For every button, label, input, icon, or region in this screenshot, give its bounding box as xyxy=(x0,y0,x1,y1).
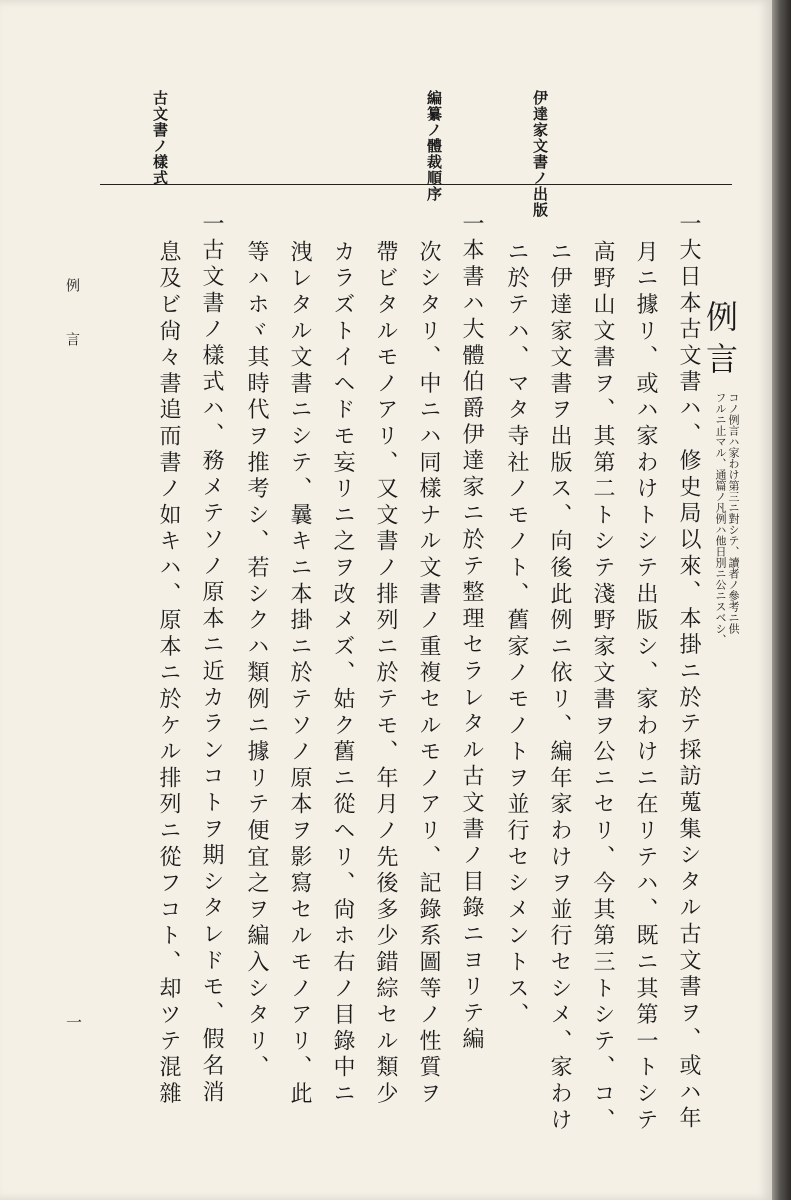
text-line-4: ニ伊達家文書ヲ出版ス、向後此例ニ依リ、編年家わけヲ並行セシメ、家わけ xyxy=(547,240,572,1135)
text-line-11: 等ハホヾ其時代ヲ推考シ、若シクハ類例ニ據リテ便宜之ヲ編入シタリ、 xyxy=(244,240,269,1082)
text-line-12: 一古文書ノ樣式ハ、務メテソノ原本ニ近カランコトヲ期シタレドモ、假名消 xyxy=(199,212,224,1107)
text-line-8: 帶ビタルモノアリ、又文書ノ排列ニ於テモ、年月ノ先後多少錯綜セル類少 xyxy=(373,240,398,1108)
text-line-9: カラズトイヘドモ妄リニ之ヲ改メズ、姑ク舊ニ從ヘリ、尙ホ右ノ目錄中ニ xyxy=(330,240,355,1108)
text-line-1: 一大日本古文書ハ、修史局以來、本掛ニ於テ採訪蒐集シタル古文書ヲ、或ハ年 xyxy=(676,212,701,1133)
text-line-13: 息及ビ尙々書追而書ノ如キハ、原本ニ於ケル排列ニ從フコト、却ツテ混雜 xyxy=(156,240,181,1108)
text-line-5: ニ於テハ、マタ寺社ノモノト、舊家ノモノトヲ並行セシメントス、 xyxy=(504,240,529,1029)
subnote-line-1: コノ例言ハ家わけ第三ニ對シテ、讀者ノ參考ニ供 xyxy=(727,392,740,634)
headnote-document-style: 古文書ノ樣式 xyxy=(151,90,169,186)
header-rule xyxy=(100,184,732,185)
subnote-line-2: フルニ止マル、通篇ノ凡例ハ他日別ニ公ニスベシ、 xyxy=(714,392,727,645)
running-head: 例言 xyxy=(64,278,80,386)
text-line-3: 高野山文書ヲ、其第二トシテ淺野家文書ヲ公ニセリ、今其第三トシテ、コ、 xyxy=(590,240,615,1135)
page-number: 一 xyxy=(65,1013,82,1032)
headnote-date-family-publication: 伊達家文書ノ出版 xyxy=(531,90,549,218)
headnote-compilation-order: 編纂ノ體裁順序 xyxy=(425,90,443,202)
book-edge xyxy=(772,0,791,1200)
text-line-6: 一本書ハ大體伯爵伊達家ニ於テ整理セラレタル古文書ノ目錄ニヨリテ編 xyxy=(459,212,484,1054)
text-line-7: 次シタリ、中ニハ同樣ナル文書ノ重複セルモノアリ、記錄系圖等ノ性質ヲ xyxy=(416,240,441,1108)
text-line-2: 月ニ據リ、或ハ家わけトシテ出版シ、家わけニ在リテハ、既ニ其第一トシテ xyxy=(633,240,658,1135)
page-title: 例言 xyxy=(701,300,739,384)
text-line-10: 洩レタル文書ニシテ、曩キニ本掛ニ於テソノ原本ヲ影寫セルモノアリ、此 xyxy=(287,240,312,1108)
